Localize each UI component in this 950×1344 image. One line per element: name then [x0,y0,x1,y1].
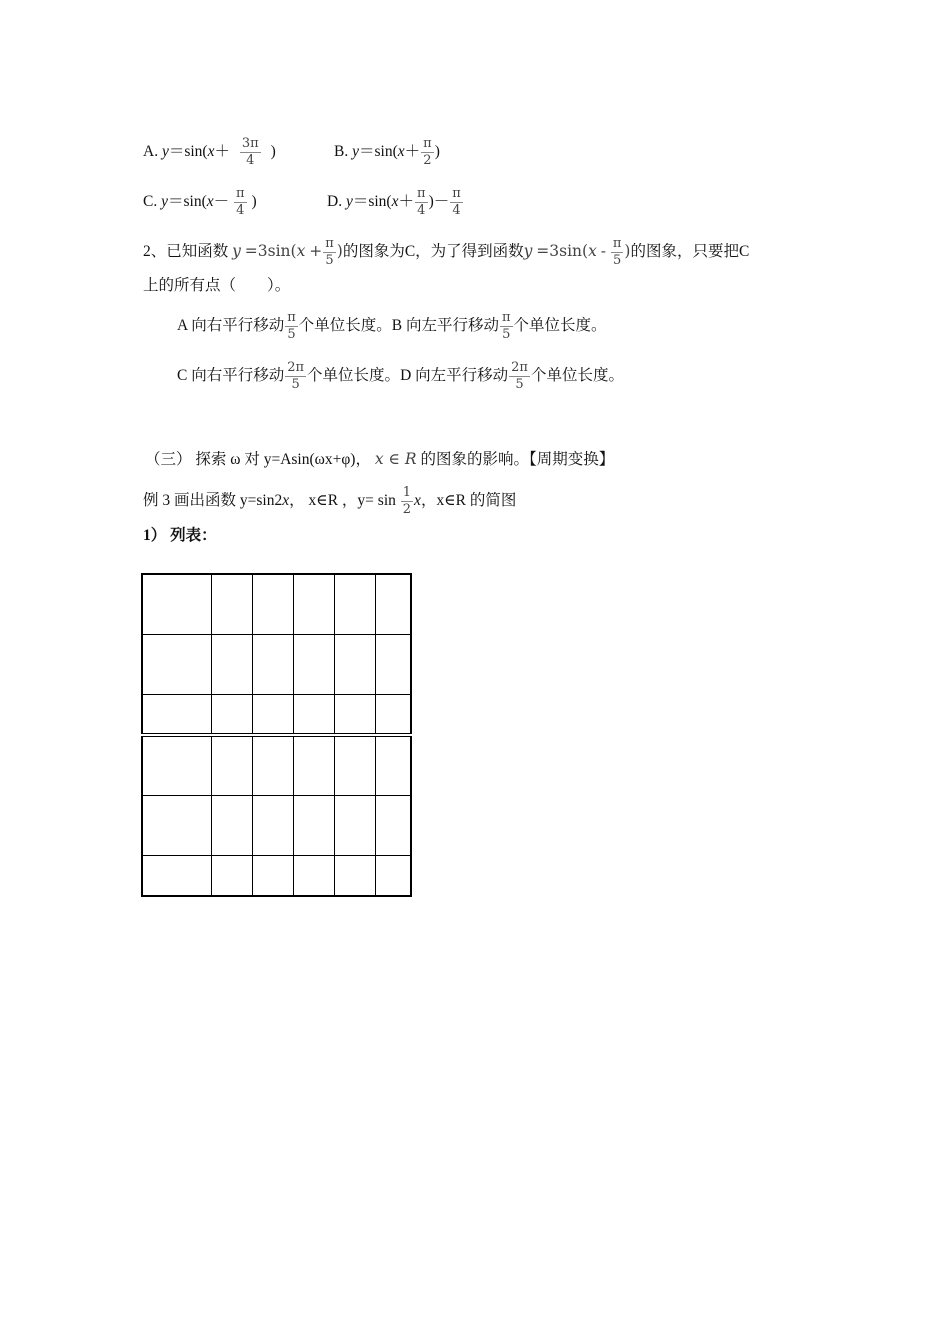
option-c-y: y [161,193,168,211]
q2-fn1-y: y [232,242,241,261]
table-cell[interactable] [212,574,253,634]
table-cell[interactable] [253,694,294,735]
option-d-fraction-1: $\frac{\pi}{4}$ [417,186,426,218]
q2-fn1-close: ) [336,242,343,261]
table-cell[interactable] [294,735,335,795]
q2-fn1-sin: =3sin( [244,242,297,261]
option-d [327,186,464,219]
option-d-y: y [345,193,353,211]
option-b-x: x [397,143,405,161]
table-cell[interactable] [253,634,294,694]
option-d-eq: ＝sin( [352,193,392,211]
q2-option-b-text: B 向左平行移动 [391,317,499,335]
table-cell[interactable] [376,694,412,735]
q2-prefix: 2、已知函数 [143,243,229,261]
q2-option-d-text: D 向左平行移动 [400,367,509,385]
q2-option-c-unit: 个单位长度。 [307,367,401,385]
option-b-close: ) [434,143,440,161]
example-3-mid: ， x∈R ，y= sin [289,492,400,510]
example-3-x1: x [282,492,290,510]
table-cell[interactable] [253,855,294,896]
table-cell[interactable] [294,694,335,735]
option-d-fraction-2: $\frac{\pi}{4}$ [452,186,461,218]
table-cell[interactable] [376,735,412,795]
table-cell[interactable] [335,795,376,855]
table-cell[interactable] [294,574,335,634]
section-3-text: （三） 探索 ω 对 y=Asin(ωx+φ)， [145,451,371,468]
q2-fn1-op: + [309,242,323,261]
table-row [142,795,411,855]
q2-option-c-fraction: $\frac{2\pi}{5}$ [287,360,305,392]
table-row [142,694,411,735]
table-cell[interactable] [335,634,376,694]
option-c-op: － [213,193,230,211]
table-cell[interactable] [335,694,376,735]
option-a-fraction: $\frac{3\pi}{4}$ [241,136,259,168]
table-cell[interactable] [253,795,294,855]
example-3-fraction: $\frac{1}{2}$ [402,485,412,517]
table-row [142,574,411,634]
table-row [142,855,411,896]
table-cell[interactable] [335,735,376,795]
q2-option-a-fraction: $\frac{\pi}{5}$ [287,310,296,342]
q2-mid: 的图象为C，为了得到函数 [342,243,524,261]
option-a [143,136,276,169]
option-a-y: y [161,143,169,161]
q2-suffix: 的图象，只要把C [630,243,750,261]
option-c-fraction: $\frac{\pi}{4}$ [236,186,245,218]
table-cell[interactable] [142,735,212,795]
table-cell[interactable] [376,634,412,694]
question-2-stem-line2: 上的所有点（ ）。 [143,277,291,294]
option-d-close: )－ [428,193,450,211]
option-d-x: x [391,193,399,211]
example-3-x2: x [414,492,421,510]
section-3-in: ∈ [383,450,405,468]
q2-option-cd [177,360,624,393]
table-cell[interactable] [212,634,253,694]
option-b-eq: ＝sin( [358,143,398,161]
q2-option-d-fraction: $\frac{2\pi}{5}$ [511,360,528,392]
option-a-x: x [207,143,215,161]
q2-fn2-fraction: $\frac{\pi}{5}$ [612,236,622,268]
section-3-r: R [404,450,417,468]
example-3-post: ，x∈R 的简图 [420,492,517,510]
section-3-tail: 的图象的影响。【周期变换】 [420,451,615,468]
table-row [142,735,411,795]
q2-fn2-op: - [600,242,606,261]
option-b [334,136,440,169]
table-cell[interactable] [253,735,294,795]
table-row [142,634,411,694]
q2-fn2-y: y [523,242,533,261]
option-c-label: C. [143,193,158,211]
table-cell[interactable] [335,855,376,896]
table-cell[interactable] [212,735,253,795]
table-cell[interactable] [294,795,335,855]
table-cell[interactable] [335,574,376,634]
table-cell[interactable] [212,855,253,896]
q2-fn1-x: x [296,242,306,261]
option-b-y: y [352,143,359,161]
option-a-op: ＋ [214,143,231,161]
option-c [143,186,257,219]
question-2-stem [143,236,749,269]
option-d-op: ＋ [398,193,415,211]
table-cell[interactable] [142,574,212,634]
q2-fn2-x: x [588,242,597,261]
table-cell[interactable] [142,795,212,855]
q2-option-b-fraction: $\frac{\pi}{5}$ [502,310,511,342]
table-cell[interactable] [142,694,212,735]
option-d-label: D. [327,193,343,211]
table-cell[interactable] [212,795,253,855]
option-c-x: x [206,193,214,211]
example-3 [143,485,516,518]
option-c-close: ) [251,193,257,211]
option-b-label: B. [334,143,349,161]
table-cell[interactable] [376,855,412,896]
q2-fn2-sin: =3sin( [536,242,589,261]
table-cell[interactable] [376,574,412,634]
option-c-eq: ＝sin( [167,193,207,211]
table-cell[interactable] [294,855,335,896]
step-1-heading: 1） 列表： [143,527,217,544]
option-a-label: A. [143,143,159,161]
q2-option-c-text: C 向右平行移动 [177,367,285,385]
example-3-pre: 例 3 画出函数 y=sin2 [143,492,283,510]
option-a-eq: ＝sin( [168,143,208,161]
section-3-x: x [374,450,384,468]
q2-option-d-unit: 个单位长度。 [530,367,624,385]
q2-fn1-fraction: $\frac{\pi}{5}$ [325,236,334,268]
q2-option-ab [177,310,607,343]
table-cell[interactable] [142,634,212,694]
table-cell[interactable] [212,694,253,735]
option-a-close: ) [270,143,276,161]
table-cell[interactable] [142,855,212,896]
table-cell[interactable] [294,634,335,694]
q2-option-a-unit: 个单位长度。 [298,317,392,335]
blank-value-table [141,573,412,897]
section-3-heading [145,449,614,470]
table-cell[interactable] [376,795,412,855]
q2-option-a-text: A 向右平行移动 [177,317,285,335]
q2-fn2-close: ) [624,242,631,261]
q2-option-b-unit: 个单位长度。 [513,317,607,335]
table-cell[interactable] [253,574,294,634]
option-b-fraction: $\frac{\pi}{2}$ [423,136,432,168]
option-b-op: ＋ [404,143,421,161]
